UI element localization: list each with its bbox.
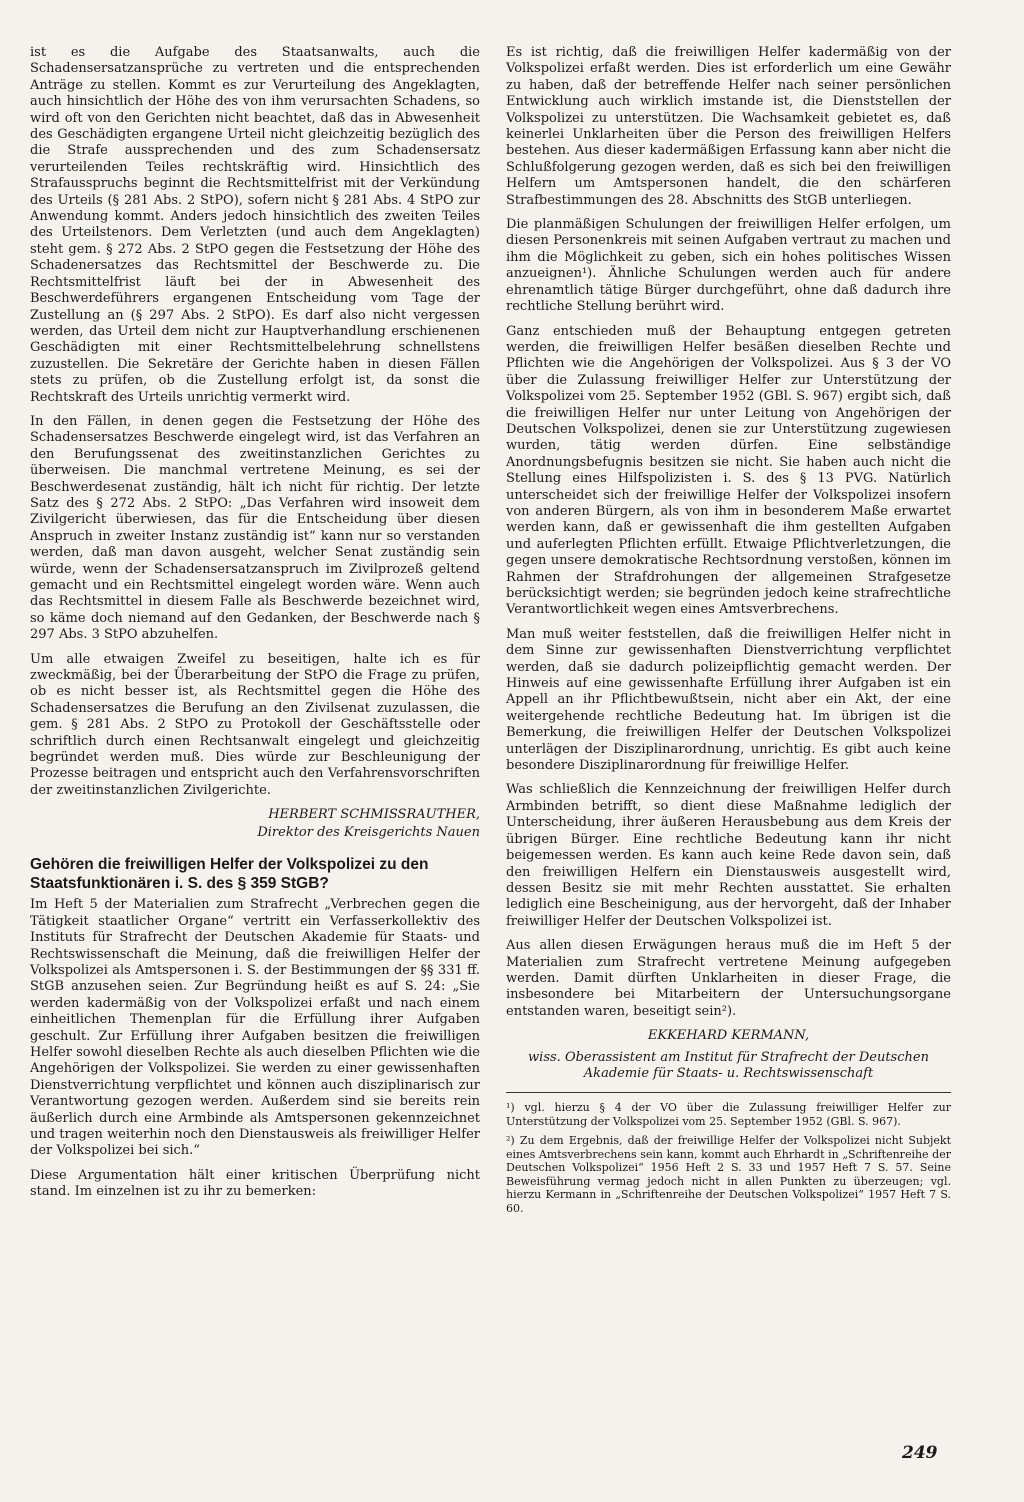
paragraph: Diese Argumentation hält einer kritischen Überprüfung nicht stand. Im einzelnen ist zu ihr zu bemerken: [30, 1167, 480, 1200]
page-number: 249 [902, 1443, 938, 1463]
footnote-divider [506, 1092, 951, 1093]
footnote: ¹) vgl. hierzu § 4 der VO über die Zulassung freiwilliger Helfer zur Unterstützung der Volkspolizei vom 25. September 1952 (GBl. S. 967). [506, 1101, 951, 1128]
paragraph: Aus allen diesen Erwägungen heraus muß die im Heft 5 der Materialien zum Strafrecht vertretene Meinung aufgegeben werden. Damit dürften Unklarheiten in dieser Frage, die insbesondere bei Mitarbeitern der Untersuchungsorgane entstanden waren, beseitigt sein²). [506, 938, 951, 1019]
right-column [506, 45, 951, 1221]
author-name: HERBERT SCHMISSRAUTHER, [268, 807, 480, 823]
paragraph: Ganz entschieden muß der Behauptung entgegen getreten werden, die freiwilligen Helfer besäßen dieselben Rechte und Pflichten wie die Angehörigen der Volkspolizei. Aus § 3 der VO über die Zulassung freiwilliger Helfer zur Unterstützung der Volkspolizei vom 25. September 1952 (GBl. S. 967) ergibt sich, daß die freiwilligen Helfer nur unter Leitung von Angehörigen der Deutschen Volkspolizei, denen sie zur Unterstützung zugewiesen wurden, tätig werden dürfen. Eine selbständige Anordnungsbefugnis besitzen sie nicht. Sie haben auch nicht die Stellung eines Hilfspolizisten i. S. des § 13 PVG. Natürlich unterscheidet sich der freiwillige Helfer der Volkspolizei insofern von anderen Bürgern, als von ihm in besonderem Maße erwartet werden kann, daß er gewissenhaft die ihm gestellten Aufgaben und auferlegten Pflichten erfüllt. Etwaige Pflichtverletzungen, die gegen unsere demokratische Rechtsordnung verstoßen, können im Rahmen der Strafdrohungen der allgemeinen Strafgesetze berücksichtigt werden; sie begründen jedoch keine strafrechtliche Verantwortlichkeit wegen eines Amtsverbrechens. [506, 323, 951, 618]
author-name: EKKEHARD KERMANN, [647, 1028, 810, 1044]
author-signature [30, 807, 480, 841]
paragraph: ist es die Aufgabe des Staatsanwalts, auch die Schadensersatzansprüche zu vertreten und die entsprechenden Anträge zu stellen. Kommt es zur Verurteilung des Angeklagten, auch hinsichtlich der Höhe des von ihm verursachten Schadens, so wird oft von den Gerichten nicht beachtet, daß das in Abwesenheit des Geschädigten ergangene Urteil nicht gleichzeitig bezüglich des die Strafe aussprechenden und des zum Schadensersatz verurteilenden Teiles rechtskräftig wird. Hinsichtlich des Strafausspruchs beginnt die Rechtsmittelfrist mit der Verkündung des Urteils (§ 281 Abs. 2 StPO), sofern nicht § 281 Abs. 4 StPO zur Anwendung kommt. Anders jedoch hinsichtlich des zweiten Teiles des Urteilstenors. Dem Verletzten (und auch dem Angeklagten) steht gem. § 272 Abs. 2 StPO gegen die Festsetzung der Höhe des Schadenersatzes das Rechtsmittel der Beschwerde zu. Die Rechtsmittelfrist läuft bei der in Abwesenheit des Beschwerdeführers ergangenen Entscheidung vom Tage der Zustellung an (§ 297 Abs. 2 StPO). Es darf also nicht vergessen werden, das Urteil dem nicht zur Hauptverhandlung erschienenen Geschädigten mit einer Rechtsmittelbelehrung schnellstens zuzustellen. Die Sekretäre der Gerichte haben in diesen Fällen stets zu prüfen, ob die Zustellung erfolgt ist, da sonst die Rechtskraft des Urteils unrichtig vermerkt wird. [30, 45, 480, 405]
left-column [30, 45, 480, 1209]
paragraph: Was schließlich die Kennzeichnung der freiwilligen Helfer durch Armbinden betrifft, so dient diese Maßnahme lediglich der Unterscheidung, ihrer äußeren Herausbebung aus dem Kreis der übrigen Bürger. Eine rechtliche Bedeutung kann ihr nicht beigemessen werden. Es kann auch keine Rede davon sein, daß den freiwilligen Helfern ein Dienstausweis ausgestellt wird, dessen Besitz sie mit mehr Rechten ausstattet. Sie erhalten lediglich eine Bescheinigung, aus der hervorgeht, daß der Inhaber freiwilliger Helfer der Deutschen Volkspolizei ist. [506, 782, 951, 929]
author-title: Direktor des Kreisgerichts Nauen [257, 825, 480, 841]
paragraph: Im Heft 5 der Materialien zum Strafrecht „Verbrechen gegen die Tätigkeit staatlicher Organe“ vertritt ein Verfasserkollektiv des Instituts für Strafrecht der Deutschen Akademie für Staats- und Rechtswissenschaft die Meinung, daß die freiwilligen Helfer der Volkspolizei als Amtspersonen i. S. der Bestimmungen der §§ 331 ff. StGB anzusehen seien. Zur Begründung heißt es auf S. 24: „Sie werden kadermäßig von der Volkspolizei erfaßt und nach einem einheitlichen Themenplan für die Erfüllung ihrer Aufgaben geschult. Zur Erfüllung ihrer Aufgaben besitzen die freiwilligen Helfer sowohl dieselben Rechte als auch dieselben Pflichten wie die Angehörigen der Volkspolizei. Sie werden zu einer gewissenhaften Dienstverrichtung verpflichtet und können auch disziplinarisch zur Verantwortung gezogen werden. Außerdem sind sie bereits rein äußerlich durch eine Armbinde als Amtspersonen gekennzeichnet und tragen weiterhin noch den Dienstausweis als freiwilliger Helfer der Volkspolizei bei sich.“ [30, 897, 480, 1159]
paragraph: Die planmäßigen Schulungen der freiwilligen Helfer erfolgen, um diesen Personenkreis mit seinen Aufgaben vertraut zu machen und ihm die Möglichkeit zu geben, sich ein hohes politisches Wissen anzueignen¹). Ähnliche Schulungen werden auch für andere ehrenamtlich tätige Bürger durchgeführt, ohne daß dadurch ihre rechtliche Stellung berührt wird. [506, 217, 951, 315]
author-title: wiss. Oberassistent am Institut für Strafrecht der Deutschen Akademie für Staats- u. Rechtswissenschaft [528, 1050, 929, 1082]
paragraph: Es ist richtig, daß die freiwilligen Helfer kadermäßig von der Volkspolizei erfaßt werden. Dies ist erforderlich um eine Gewähr zu haben, daß der betreffende Helfer nach seiner persönlichen Entwicklung auch wirklich imstande ist, die Dienststellen der Volkspolizei zu unterstützen. Die Wachsamkeit gebietet es, daß keinerlei Unklarheiten über die Person des freiwilligen Helfers bestehen. Aus dieser kadermäßigen Erfassung kann aber nicht die Schlußfolgerung gezogen werden, daß es sich bei den freiwilligen Helfern um Amtspersonen handelt, die den schärferen Strafbestimmungen des 28. Abschnitts des StGB unterliegen. [506, 45, 951, 208]
article-heading: Gehören die freiwilligen Helfer der Volkspolizei zu den Staatsfunktionären i. S. des § 359 StGB? [30, 856, 429, 893]
paragraph: In den Fällen, in denen gegen die Festsetzung der Höhe des Schadensersatzes Beschwerde eingelegt wird, ist das Verfahren an den Berufungssenat des zweitinstanzlichen Gerichtes zu überweisen. Die manchmal vertretene Meinung, es sei der Beschwerdesenat zuständig, hält ich nicht für richtig. Der letzte Satz des § 272 Abs. 2 StPO: „Das Verfahren wird insoweit dem Zivilgericht überwiesen, das für die Entscheidung über diesen Anspruch in zweiter Instanz zuständig ist“ kann nur so verstanden werden, daß man davon ausgeht, welcher Senat zuständig sein würde, wenn der Schadensersatzanspruch im Zivilprozeß geltend gemacht und ein Rechtsmittel eingelegt worden wäre. Wenn auch das Rechtsmittel in diesem Falle als Beschwerde bezeichnet wird, so käme doch niemand auf den Gedanken, der Beschwerde nach § 297 Abs. 3 StPO abzuhelfen. [30, 413, 480, 643]
paragraph: Man muß weiter feststellen, daß die freiwilligen Helfer nicht in dem Sinne zur gewissenhaften Dienstverrichtung verpflichtet werden, daß sie dadurch polizeipflichtig gemacht werden. Der Hinweis auf eine gewissenhafte Erfüllung ihrer Aufgaben ist ein Appell an ihr Pflichtbewußtsein, nicht aber ein Akt, der eine weitergehende rechtliche Bedeutung hat. Im übrigen ist die Bemerkung, die freiwilligen Helfer der Deutschen Volkspolizei unterlägen der Disziplinarordnung, unrichtig. Es gibt auch keine besondere Disziplinarordnung für freiwillige Helfer. [506, 626, 951, 774]
paragraph: Um alle etwaigen Zweifel zu beseitigen, halte ich es für zweckmäßig, bei der Überarbeitung der StPO die Frage zu prüfen, ob es nicht besser ist, als Rechtsmittel gegen die Höhe des Schadensersatzes die Berufung an den Zivilsenat zuzulassen, die gem. § 281 Abs. 2 StPO zu Protokoll der Geschäftsstelle oder schriftlich durch einen Rechtsanwalt eingelegt und gleichzeitig begründet werden muß. Dies würde zur Beschleunigung der Prozesse beitragen und entspricht auch den Verfahrensvorschriften der zweitinstanzlichen Zivilgerichte. [30, 651, 480, 798]
footnote: ²) Zu dem Ergebnis, daß der freiwillige Helfer der Volkspolizei nicht Subjekt eines Amtsverbrechens sein kann, kommt auch Ehrhardt in „Schriftenreihe der Deutschen Volkspolizei“ 1956 Heft 2 S. 33 und 1957 Heft 7 S. 57. Seine Beweisführung vermag jedoch nicht in allen Punkten zu überzeugen; vgl. hierzu Kermann in „Schriftenreihe der Deutschen Volkspolizei“ 1957 Heft 7 S. 60. [506, 1134, 951, 1215]
